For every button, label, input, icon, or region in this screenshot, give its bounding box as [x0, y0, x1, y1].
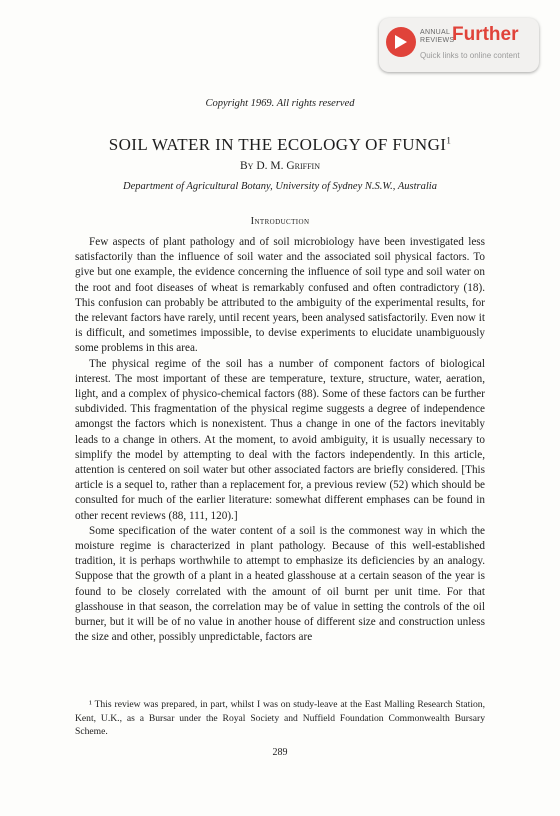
author-line	[0, 160, 560, 172]
paragraph: Some specification of the water content of a soil is the commonest way in which the moisture regime is characterized in plant pathology. Because of this well-established tradition, it is perhaps worthwhile to attempt to emphasize its deficiencies by an analogy. Suppose that the growth of a plant in a heated glasshouse at a certain season of the year is found to be closely correlated with the amount of oil burnt per unit time. For that glasshouse in that season, the correlation may be of value in setting the controls of the oil burner, but it will be of no value in another house of different size and construction unless the size and other, possibly unpredictable, factors are	[75, 524, 485, 644]
author-prefix: By	[239, 160, 254, 172]
title-footnote-mark: 1	[446, 135, 452, 146]
affiliation: Department of Agricultural Botany, University of Sydney N.S.W., Australia	[123, 181, 437, 192]
quick-links-label: Quick links to online content	[420, 51, 520, 60]
author-name: D. M. Griffin	[256, 160, 320, 172]
annual-reviews-logo-text: ANNUAL REVIEWS	[420, 29, 455, 44]
page-number: 289	[272, 747, 288, 758]
article-title	[0, 135, 560, 155]
article-body	[75, 235, 485, 645]
arrow-icon	[386, 27, 416, 57]
paragraph: The physical regime of the soil has a number of component factors of biological interest. The most important of these are temperature, texture, structure, water, aeration, light, and a complex of physico-chemical factors (88). Some of these factors can be further subdivided. This fragmentation of the physical regime suggests a degree of independence amongst the factors which is nonexistent. Thus a change in one of the factors inevitably leads to a change in others. At the moment, to avoid ambiguity, it is usually necessary to simplify the model by attempting to deal with the factors independently. In this article, attention is centered on soil water but other associated factors are briefly considered. [This article is a sequel to, rather than a replacement for, a previous review (52) which should be consulted for much of the earlier literature: somewhat different emphases can be found in other recent reviews (88, 111, 120).]	[75, 357, 485, 522]
paragraph: Few aspects of plant pathology and of soil microbiology have been investigated less satisfactorily than the influence of soil water and the associated soil physical factors. To give but one example, the evidence concerning the influence of soil type and soil water on the root and foot diseases of wheat is remarkably confused and often contradictory (18). This confusion can probably be attributed to the ambiguity of the experimental results, for the relevant factors have rarely, until recent years, been analysed satisfactorily. Even now it is difficult, and sometimes impossible, to devise experiments to elucidate unambiguously some problems in this area.	[75, 236, 485, 355]
section-heading: Introduction	[250, 216, 310, 227]
article-title-text: SOIL WATER IN THE ECOLOGY OF FUNGI	[108, 135, 447, 154]
footnote-text: ¹ This review was prepared, in part, whilst I was on study-leave at the East Malling Research Station, Kent, U.K., as a Bursar under the Royal Society and Nuffield Foundation Commonwealth Bursary Scheme.	[75, 699, 485, 737]
annual-reviews-further-badge[interactable]	[379, 18, 539, 72]
further-label: Further	[452, 24, 519, 45]
footnote	[75, 698, 485, 739]
copyright-line: Copyright 1969. All rights reserved	[205, 98, 355, 109]
